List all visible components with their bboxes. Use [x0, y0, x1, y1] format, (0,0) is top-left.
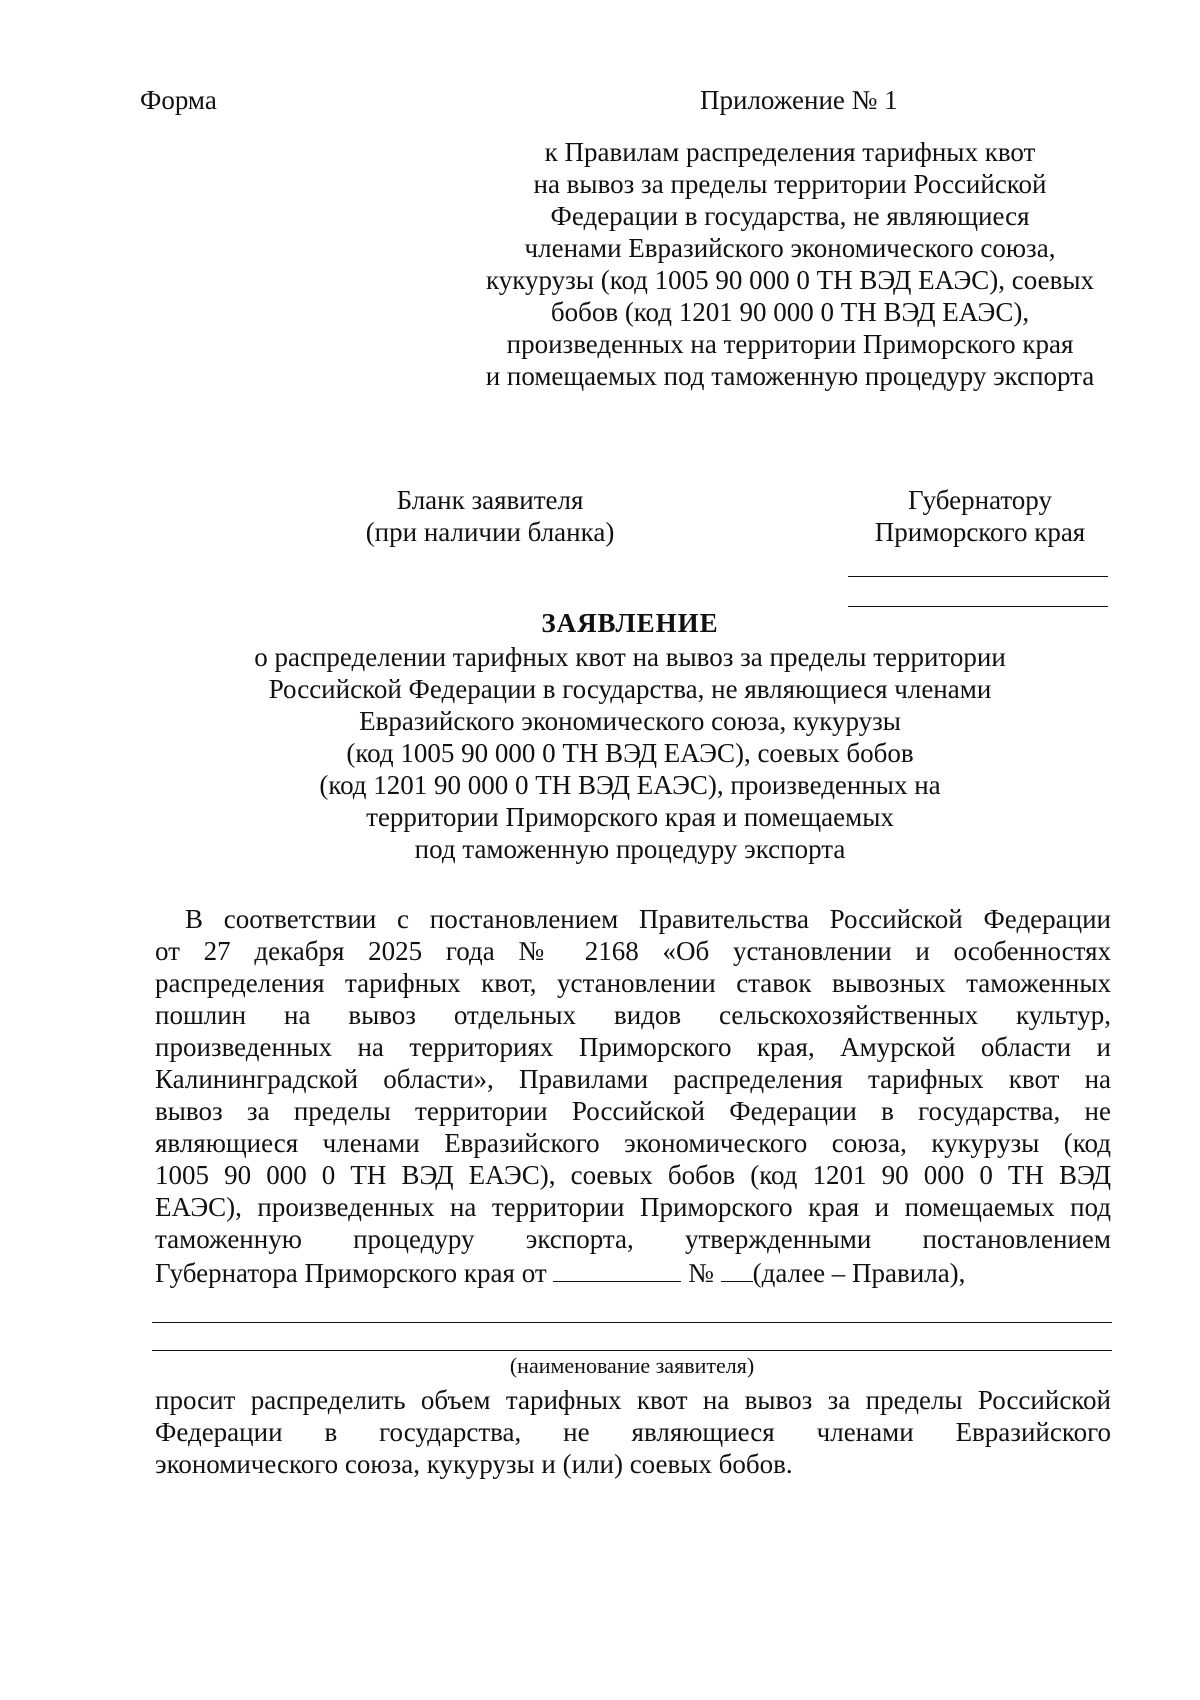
appendix-line: к Правилам распределения тарифных квот	[544, 137, 1036, 167]
appendix-line: кукурузы (код 1005 90 000 0 ТН ВЭД ЕАЭС), соевых	[486, 265, 1094, 295]
subtitle-line: о распределении тарифных квот на вывоз за пределы территории	[254, 642, 1006, 672]
subtitle-line: территории Приморского края и помещаемых	[366, 802, 894, 832]
document-subtitle	[100, 641, 1160, 865]
request-line: Федерации в государства, не являющиеся членами Евразийского	[155, 1417, 1111, 1447]
addressee-blank-line	[848, 576, 1108, 577]
appendix-description	[460, 136, 1120, 392]
letterhead-line: Бланк заявителя	[396, 485, 584, 515]
appendix-line: на вывоз за пределы территории Российской	[533, 169, 1047, 199]
body-line-last	[155, 1255, 1111, 1289]
appendix-line: членами Евразийского экономического союза,	[524, 233, 1056, 263]
appendix-line: произведенных на территории Приморского края	[506, 329, 1074, 359]
subtitle-line: под таможенную процедуру экспорта	[414, 834, 846, 864]
body-line: таможенную процедуру экспорта, утвержденными постановлением	[155, 1224, 1111, 1254]
subtitle-line: (код 1005 90 000 0 ТН ВЭД ЕАЭС), соевых бобов	[346, 738, 914, 768]
applicant-name-field[interactable]	[152, 1322, 1112, 1323]
body-line: В соответствии с постановлением Правительства Российской Федерации	[185, 904, 1111, 934]
applicant-name-field[interactable]	[152, 1350, 1112, 1351]
decree-number-field[interactable]	[721, 1255, 753, 1282]
form-label: Форма	[140, 85, 217, 115]
applicant-letterhead	[330, 484, 650, 548]
subtitle-line: Евразийского экономического союза, кукурузы	[359, 706, 901, 736]
request-paragraph	[155, 1384, 1111, 1480]
subtitle-line: (код 1201 90 000 0 ТН ВЭД ЕАЭС), произведенных на	[319, 770, 941, 800]
number-sign: №	[688, 1258, 714, 1288]
subtitle-line: Российской Федерации в государства, не являющиеся членами	[268, 674, 992, 704]
document-title: ЗАЯВЛЕНИЕ	[541, 608, 719, 638]
addressee	[835, 484, 1125, 548]
body-line: являющиеся членами Евразийского экономического союза, кукурузы (код	[155, 1128, 1111, 1158]
appendix-line: бобов (код 1201 90 000 0 ТН ВЭД ЕАЭС),	[550, 297, 1030, 327]
body-line: ЕАЭС), произведенных на территории Приморского края и помещаемых под	[155, 1192, 1111, 1222]
addressee-line: Губернатору	[908, 485, 1052, 515]
body-line: от 27 декабря 2025 года № 2168 «Об установлении и особенностях	[155, 936, 1111, 966]
decree-date-field[interactable]	[553, 1255, 681, 1282]
body-line: распределения тарифных квот, установлении ставок вывозных таможенных	[155, 968, 1111, 998]
appendix-line: Федерации в государства, не являющиеся	[550, 201, 1030, 231]
body-line: пошлин на вывоз отдельных видов сельскохозяйственных культур,	[155, 1000, 1111, 1030]
body-line: произведенных на территориях Приморского края, Амурской области и	[155, 1032, 1111, 1062]
body-line: вывоз за пределы территории Российской Федерации в государства, не	[155, 1096, 1111, 1126]
addressee-line: Приморского края	[874, 517, 1086, 547]
body-last-prefix: Губернатора Приморского края от	[155, 1258, 547, 1288]
body-line: 1005 90 000 0 ТН ВЭД ЕАЭС), соевых бобов (код 1201 90 000 0 ТН ВЭД	[155, 1160, 1111, 1190]
body-paragraph	[155, 903, 1111, 1289]
body-last-suffix: (далее – Правила),	[752, 1258, 966, 1288]
request-line: экономического союза, кукурузы и (или) соевых бобов.	[155, 1449, 793, 1479]
request-line: просит распределить объем тарифных квот на вывоз за пределы Российской	[155, 1385, 1111, 1415]
letterhead-note: (при наличии бланка)	[365, 517, 615, 547]
applicant-name-caption: (наименование заявителя)	[509, 1353, 755, 1378]
appendix-line: и помещаемых под таможенную процедуру экспорта	[485, 361, 1095, 391]
body-line: Калининградской области», Правилами распределения тарифных квот на	[155, 1064, 1111, 1094]
appendix-title: Приложение № 1	[700, 85, 898, 115]
